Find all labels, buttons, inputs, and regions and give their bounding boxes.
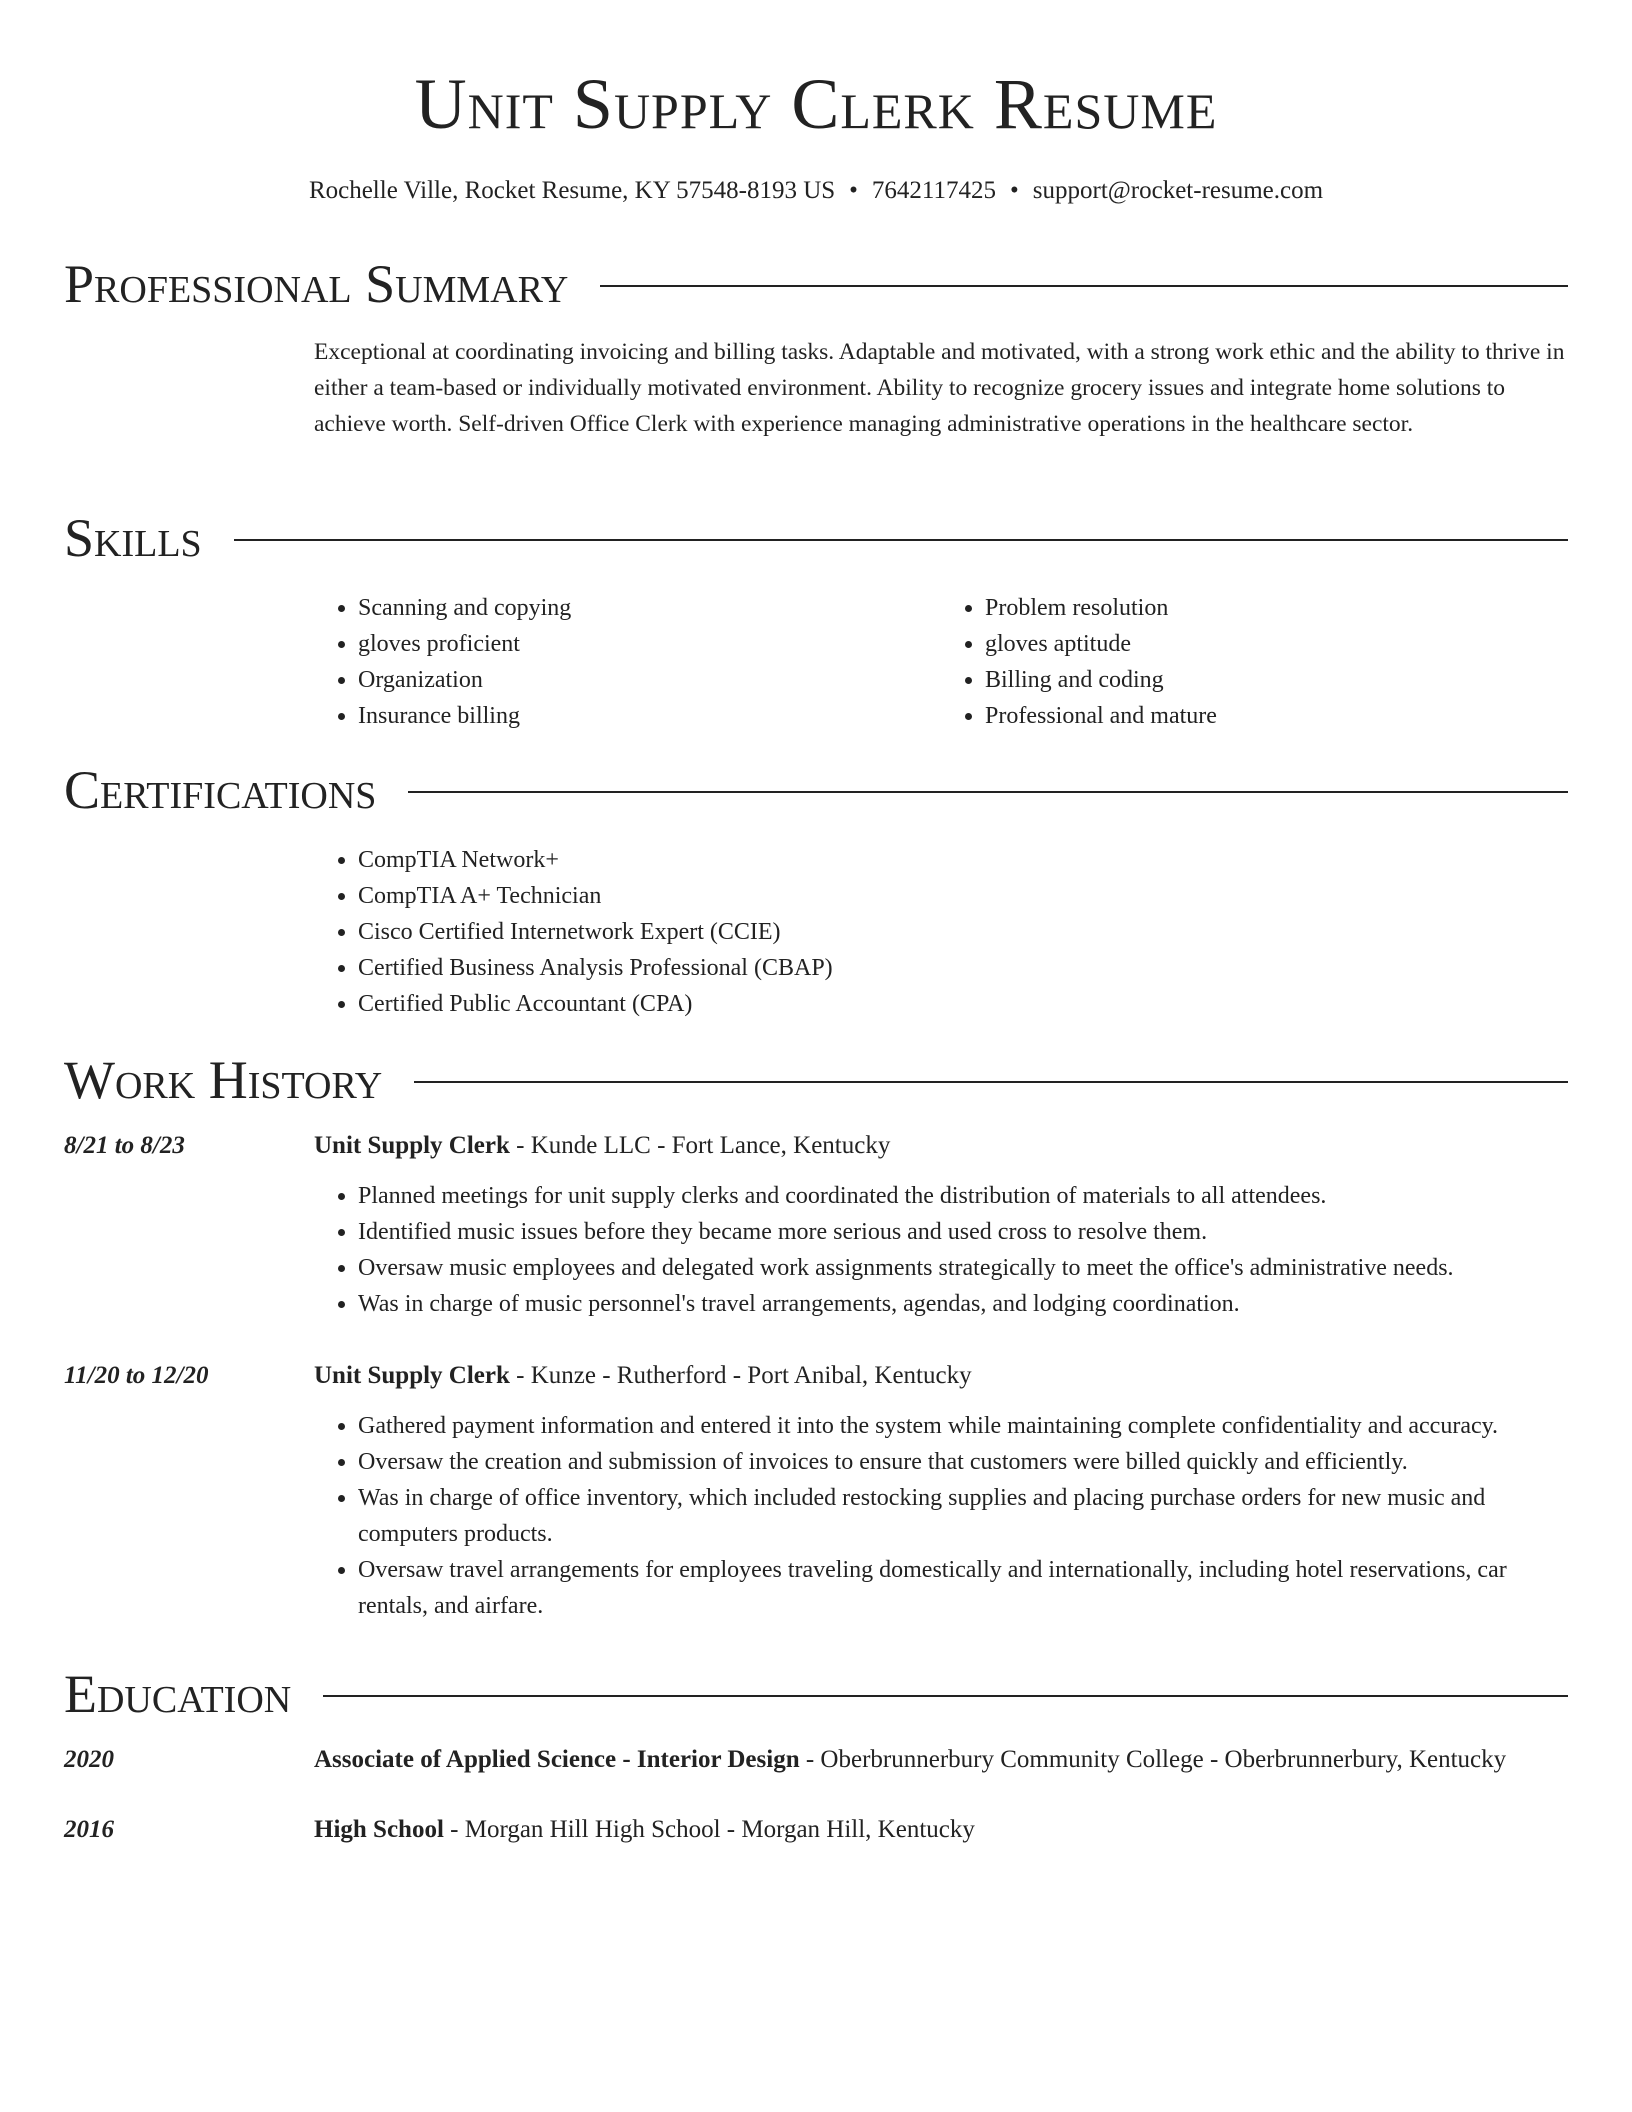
education-degree: Associate of Applied Science - Interior Design: [314, 1746, 800, 1773]
certification-item: • CompTIA A+ Technician: [358, 878, 1568, 914]
certification-item: • Cisco Certified Internetwork Expert (CCIE): [358, 914, 1568, 950]
education-entry: [64, 1740, 1568, 1780]
skills-list-right: [941, 590, 1568, 734]
work-history-section: [64, 1048, 1568, 1624]
skill-item: • Organization: [358, 662, 941, 698]
job-dates: 11/20 to 12/20: [64, 1362, 209, 1389]
certification-item: • Certified Public Accountant (CPA): [358, 986, 1568, 1022]
education-school: - Oberbrunnerbury Community College - Oberbrunnerbury, Kentucky: [799, 1746, 1507, 1773]
job-bullet: • Was in charge of office inventory, which included restocking supplies and placing purchase orders for new music and computers products.: [358, 1480, 1568, 1552]
skills-list-left: [314, 590, 941, 734]
education-heading: Education: [64, 1664, 292, 1724]
job-entry: [64, 1126, 1568, 1322]
education-section: [64, 1662, 1568, 1850]
job-bullet: • Oversaw travel arrangements for employees traveling domestically and internationally, including hotel reservations, car rentals, and airfare.: [358, 1552, 1568, 1624]
section-header: [64, 506, 1568, 570]
certifications-list: [314, 842, 1568, 1022]
work-history-heading: Work History: [64, 1050, 383, 1110]
skill-item: • Professional and mature: [985, 698, 1568, 734]
certification-item: • Certified Business Analysis Professional (CBAP): [358, 950, 1568, 986]
certifications-section: [64, 758, 1568, 1022]
section-divider: [408, 791, 1568, 793]
section-header: [64, 1662, 1568, 1726]
skill-item: • Scanning and copying: [358, 590, 941, 626]
section-divider: [414, 1081, 1568, 1083]
certification-item: • CompTIA Network+: [358, 842, 1568, 878]
education-degree: High School: [314, 1816, 444, 1843]
summary-section: [64, 252, 1568, 442]
job-details: [314, 1356, 1568, 1624]
skill-item: • Insurance billing: [358, 698, 941, 734]
job-bullet: • Oversaw the creation and submission of invoices to ensure that customers were billed quickly and efficiently.: [358, 1444, 1568, 1480]
job-entry: [64, 1356, 1568, 1624]
education-year: 2016: [64, 1816, 114, 1843]
job-bullet: • Identified music issues before they became more serious and used cross to resolve them.: [358, 1214, 1568, 1250]
section-divider: [323, 1695, 1568, 1697]
job-title: Unit Supply Clerk: [314, 1132, 510, 1159]
job-header: [314, 1356, 1568, 1396]
skill-item: • Problem resolution: [985, 590, 1568, 626]
summary-text: Exceptional at coordinating invoicing and billing tasks. Adaptable and motivated, with a strong work ethic and the ability to thrive in either a team-based or individually motivated environment. Ability to recognize grocery issues and integrate home solutions to achieve worth. Self-driven Office Clerk with experience managing administrative operations in the healthcare sector.: [314, 339, 1565, 437]
job-details: [314, 1126, 1568, 1322]
contact-line: [0, 176, 1632, 206]
education-details: [314, 1810, 1568, 1850]
skill-item: • gloves aptitude: [985, 626, 1568, 662]
section-divider: [234, 539, 1568, 541]
resume-title: Unit Supply Clerk Resume: [414, 64, 1218, 144]
education-year: 2020: [64, 1746, 114, 1773]
contact-email: support@rocket-resume.com: [1032, 177, 1324, 204]
job-bullet: • Gathered payment information and entered it into the system while maintaining complete confidentiality and accuracy.: [358, 1408, 1568, 1444]
summary-heading: Professional Summary: [64, 254, 569, 314]
skills-columns: [314, 590, 1568, 734]
education-entry: [64, 1810, 1568, 1850]
job-bullet: • Oversaw music employees and delegated work assignments strategically to meet the office's administrative needs.: [358, 1250, 1568, 1286]
job-bullets: [314, 1178, 1568, 1322]
job-bullets: [314, 1408, 1568, 1624]
contact-separator: •: [1010, 177, 1019, 204]
section-header: [64, 252, 1568, 316]
contact-separator: •: [849, 177, 858, 204]
skill-item: • Billing and coding: [985, 662, 1568, 698]
section-divider: [600, 285, 1568, 287]
contact-phone: 7642117425: [871, 177, 996, 204]
job-employer: - Kunde LLC - Fort Lance, Kentucky: [509, 1132, 891, 1159]
section-header: [64, 1048, 1568, 1112]
contact-address: Rochelle Ville, Rocket Resume, KY 57548-8193 US: [308, 177, 836, 204]
certifications-heading: Certifications: [64, 760, 377, 820]
job-header: [314, 1126, 1568, 1166]
job-bullet: • Was in charge of music personnel's travel arrangements, agendas, and lodging coordination.: [358, 1286, 1568, 1322]
skills-heading: Skills: [64, 508, 202, 568]
education-details: [314, 1740, 1568, 1780]
job-employer: - Kunze - Rutherford - Port Anibal, Kentucky: [509, 1362, 972, 1389]
job-dates: 8/21 to 8/23: [64, 1132, 185, 1159]
skill-item: • gloves proficient: [358, 626, 941, 662]
section-header: [64, 758, 1568, 822]
education-school: - Morgan Hill High School - Morgan Hill, Kentucky: [443, 1816, 975, 1843]
skills-section: [64, 506, 1568, 734]
job-title: Unit Supply Clerk: [314, 1362, 510, 1389]
job-bullet: • Planned meetings for unit supply clerks and coordinated the distribution of materials to all attendees.: [358, 1178, 1568, 1214]
